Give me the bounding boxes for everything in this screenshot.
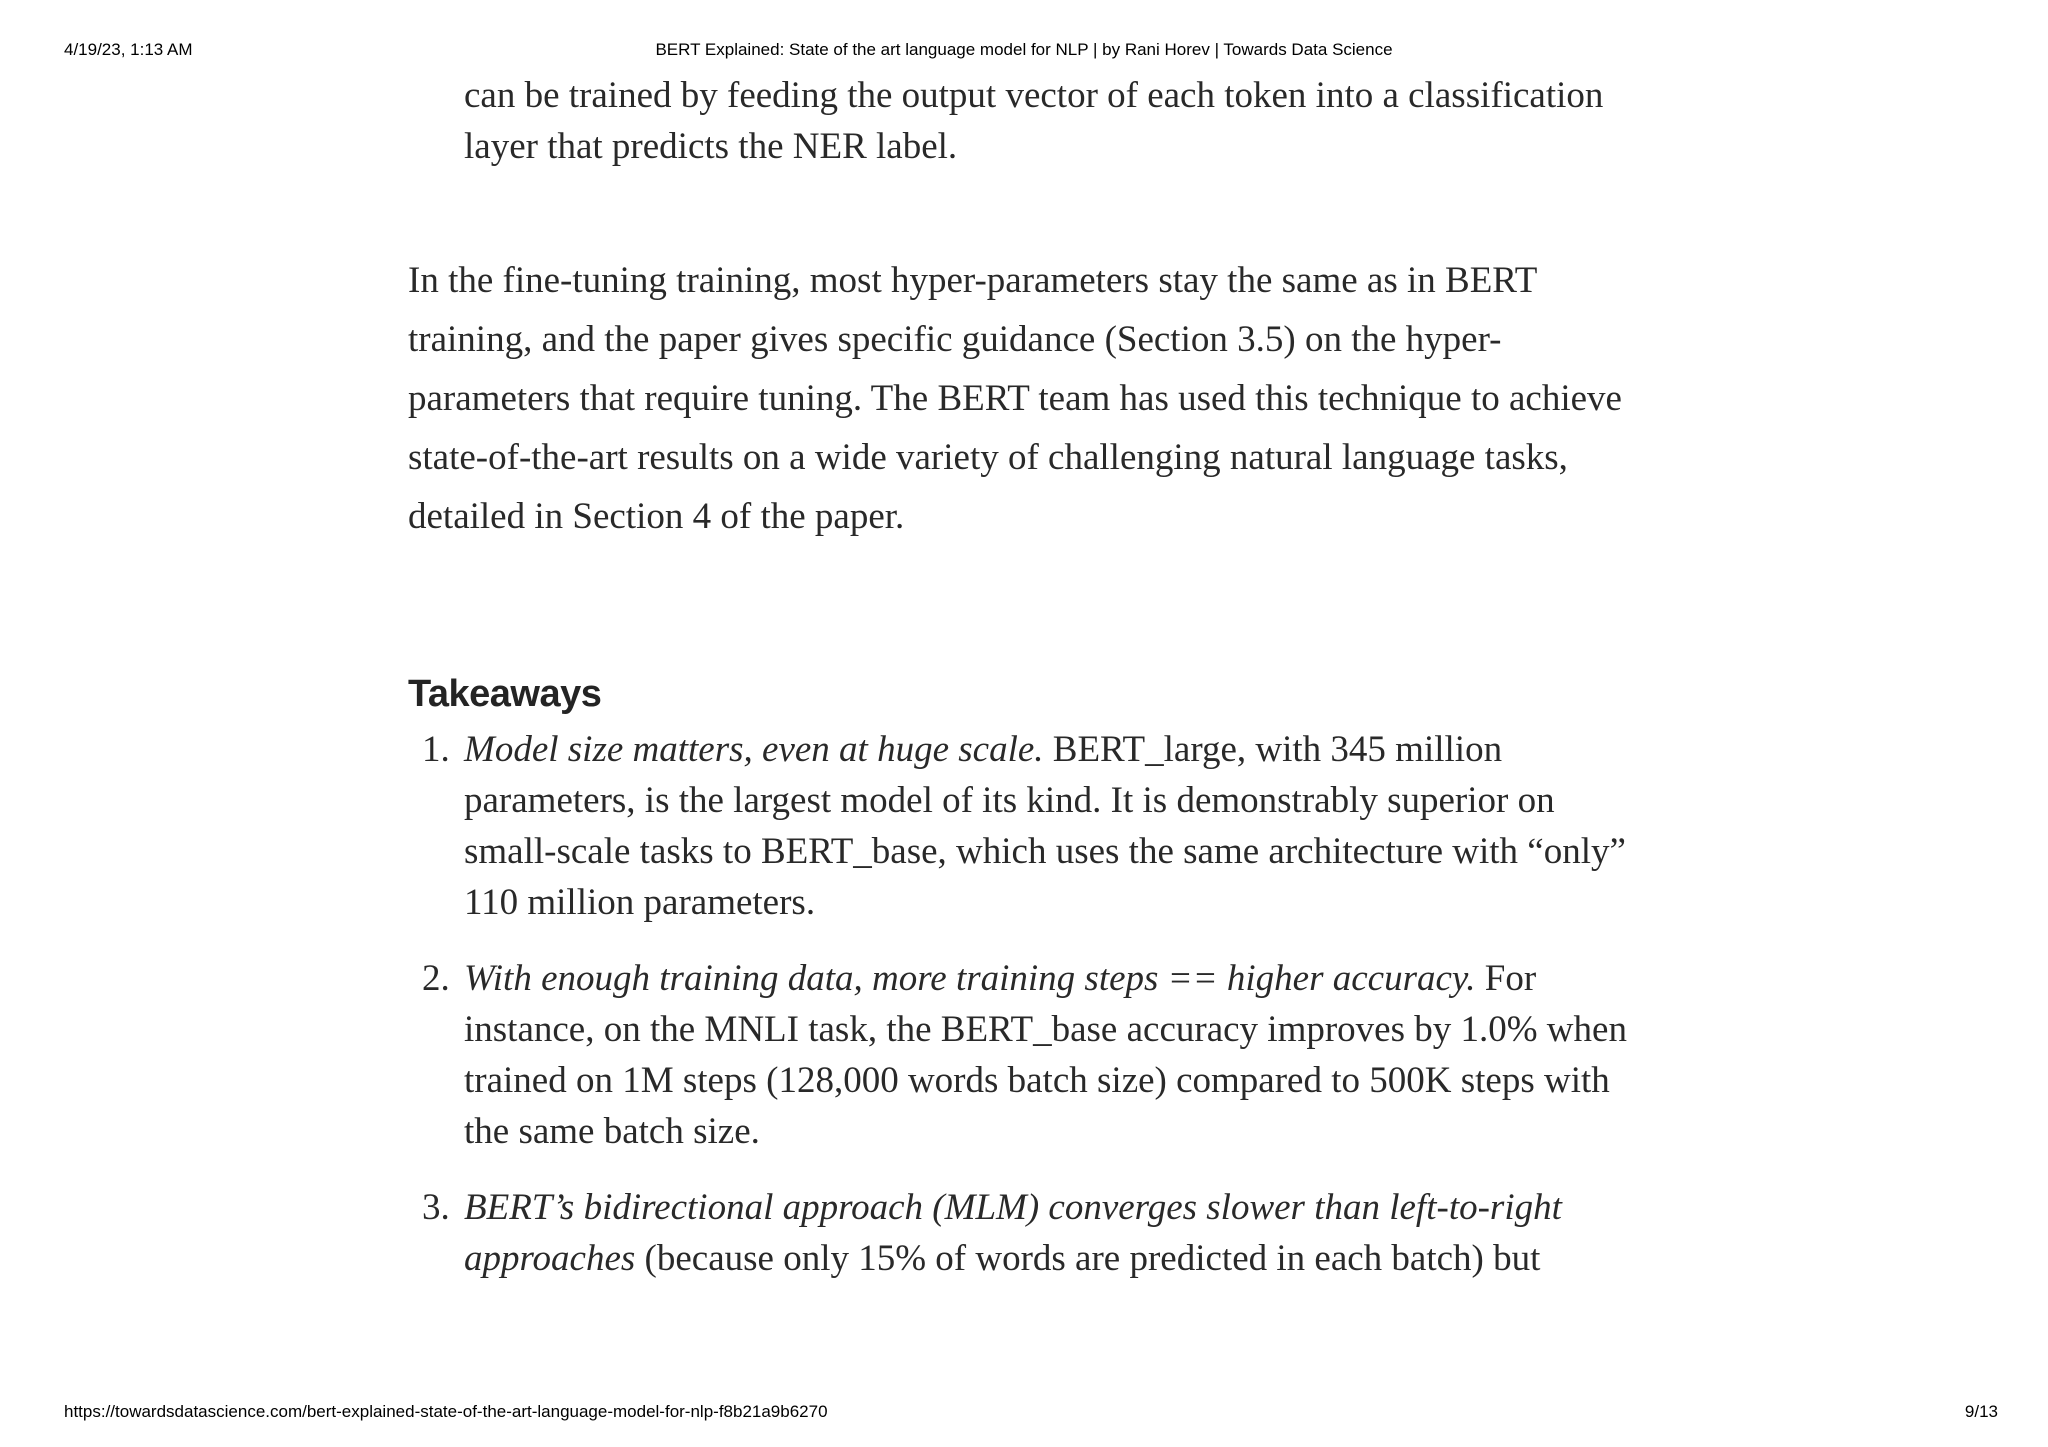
page-number: 9/13 bbox=[1964, 1402, 1998, 1421]
list-number: 3. bbox=[422, 1187, 450, 1228]
takeaway-lead: BERT’s bidirectional approach (MLM) converges slower than left-to-right approaches bbox=[464, 1187, 1562, 1279]
takeaway-text: (because only 15% of words are predicted in each batch) but bbox=[635, 1238, 1541, 1279]
continued-list-item: can be trained by feeding the output vector of each token into a classification layer that predicts the NER label. bbox=[464, 75, 1604, 167]
takeaway-text: For instance, on the MNLI task, the BERT_base accuracy improves by 1.0% when trained on 1M steps (128,000 words batch size) compared to 500K steps with the same batch size. bbox=[464, 958, 1627, 1152]
takeaway-lead: With enough training data, more training steps == higher accuracy. bbox=[464, 958, 1476, 999]
takeaway-lead: Model size matters, even at huge scale. bbox=[464, 729, 1044, 770]
list-number: 2. bbox=[422, 958, 450, 999]
fine-tuning-paragraph: In the fine-tuning training, most hyper-parameters stay the same as in BERT training, and the paper gives specific guidance (Section 3.5) on the hyper-parameters that require tuning. The BERT team has used this technique to achieve state-of-the-art results on a wide variety of challenging natural language tasks, detailed in Section 4 of the paper. bbox=[408, 260, 1622, 537]
takeaways-heading: Takeaways bbox=[408, 673, 602, 715]
takeaway-item bbox=[408, 724, 1648, 928]
takeaway-item bbox=[408, 953, 1648, 1157]
print-header bbox=[0, 40, 2048, 64]
takeaways-list bbox=[408, 724, 1648, 1284]
print-page-title: BERT Explained: State of the art language model for NLP | by Rani Horev | Towards Data Science bbox=[655, 40, 1393, 59]
article-body bbox=[408, 70, 1648, 1309]
print-date: 4/19/23, 1:13 AM bbox=[64, 40, 193, 59]
print-footer bbox=[0, 1402, 2048, 1426]
list-number: 1. bbox=[422, 729, 450, 770]
takeaway-text: BERT_large, with 345 million parameters, is the largest model of its kind. It is demonstrably superior on small-scale tasks to BERT_base, which uses the same architecture with “only” 110 million parameters. bbox=[464, 729, 1626, 923]
page-url-link[interactable]: https://towardsdatascience.com/bert-explained-state-of-the-art-language-model-for-nlp-f8b21a9b6270 bbox=[64, 1402, 828, 1421]
takeaway-item bbox=[408, 1182, 1648, 1284]
